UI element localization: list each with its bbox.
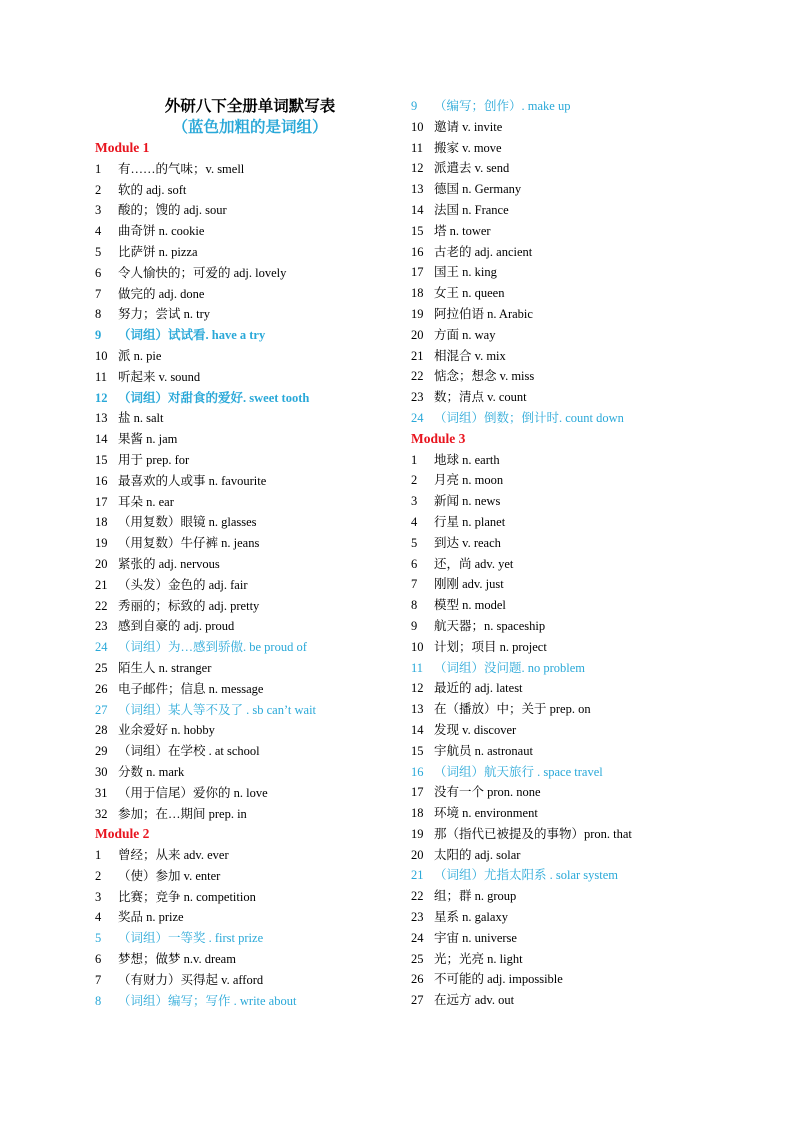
vocab-entry — [411, 221, 711, 242]
vocab-entry — [411, 491, 711, 512]
vocab-entry — [95, 907, 405, 928]
entry-text: （词组）倒数；倒计时. count down — [434, 410, 624, 425]
vocab-entry — [411, 262, 711, 283]
entry-number: 2 — [95, 182, 102, 197]
entry-number: 25 — [95, 660, 108, 675]
vocab-entry — [95, 367, 405, 388]
entry-text: 宇宙 n. universe — [434, 930, 517, 945]
vocab-entry — [95, 429, 405, 450]
entry-text: 紧张的 adj. nervous — [118, 556, 220, 571]
entry-text: （使）参加 v. enter — [118, 868, 221, 883]
entry-number: 6 — [411, 556, 418, 571]
entry-number: 26 — [95, 681, 108, 696]
vocab-entry — [95, 263, 405, 284]
entry-text: 分数 n. mark — [118, 764, 185, 779]
entry-number: 26 — [411, 972, 424, 987]
vocab-entry — [411, 574, 711, 595]
entry-text: 太阳的 adj. solar — [434, 847, 521, 862]
entry-text: （有财力）买得起 v. afford — [118, 972, 264, 987]
vocab-entry — [411, 990, 711, 1011]
vocab-entry — [411, 824, 711, 845]
entry-number: 13 — [411, 182, 424, 197]
entry-text: （头发）金色的 adj. fair — [118, 577, 248, 592]
phrase-entry — [95, 700, 405, 721]
vocab-entry — [95, 159, 405, 180]
entry-text: 用于 prep. for — [118, 452, 190, 467]
entry-text: 派 n. pie — [118, 348, 162, 363]
entry-number: 7 — [411, 577, 418, 592]
vocab-entry — [95, 533, 405, 554]
entry-text: 耳朵 n. ear — [118, 494, 174, 509]
entry-text: （词组）试试看. have a try — [118, 328, 266, 343]
entry-number: 29 — [95, 744, 108, 759]
vocab-entry — [95, 221, 405, 242]
vocab-entry — [95, 658, 405, 679]
entry-text: 令人愉快的；可爱的 adj. lovely — [118, 265, 287, 280]
vocab-entry — [95, 783, 405, 804]
entry-text: 有……的气味；v. smell — [118, 161, 245, 176]
vocab-entry — [411, 158, 711, 179]
vocab-entry — [95, 720, 405, 741]
vocab-entry — [95, 970, 405, 991]
entry-text: 电子邮件；信息 n. message — [118, 681, 264, 696]
entry-number: 20 — [95, 556, 108, 571]
entry-number: 21 — [95, 577, 108, 592]
entry-number: 24 — [411, 930, 424, 945]
entry-number: 4 — [95, 224, 102, 239]
entry-text: 德国 n. Germany — [434, 182, 522, 197]
entry-number: 11 — [411, 140, 424, 155]
entry-text: （用复数）牛仔裤 n. jeans — [118, 536, 260, 551]
entry-text: 秀丽的；标致的 adj. pretty — [118, 598, 260, 613]
entry-number: 11 — [95, 369, 108, 384]
entry-text: 地球 n. earth — [434, 452, 500, 467]
entry-text: 环境 n. environment — [434, 806, 538, 821]
entry-number: 12 — [411, 161, 424, 176]
entry-text: 不可能的 adj. impossible — [434, 972, 563, 987]
entry-text: 盐 n. salt — [118, 411, 164, 426]
vocab-entry — [95, 616, 405, 637]
entry-text: 参加；在…期间 prep. in — [118, 806, 247, 821]
entry-text: 邀请 v. invite — [434, 119, 503, 134]
entry-text: （词组）编写；写作 . write about — [118, 993, 297, 1008]
entry-text: 相混合 v. mix — [434, 348, 506, 363]
vocab-entry — [95, 200, 405, 221]
entry-text: 行星 n. planet — [434, 514, 506, 529]
entry-text: 到达 v. reach — [434, 535, 501, 550]
entry-text: 法国 n. France — [434, 202, 509, 217]
entry-text: 业余爱好 n. hobby — [118, 723, 215, 738]
vocab-entry — [411, 949, 711, 970]
vocab-entry — [411, 346, 711, 367]
entry-text: 惦念；想念 v. miss — [434, 369, 535, 384]
entry-number: 25 — [411, 951, 424, 966]
entry-number: 3 — [95, 889, 102, 904]
entry-text: 奖品 n. prize — [118, 910, 184, 925]
entry-text: 模型 n. model — [434, 598, 506, 613]
vocab-entry — [411, 200, 711, 221]
document-subtitle: （蓝色加粗的是词组） — [172, 118, 328, 136]
entry-number: 21 — [411, 348, 424, 363]
entry-text: （词组）一等奖 . first prize — [118, 931, 264, 946]
entry-number: 2 — [411, 473, 418, 488]
vocab-entry — [95, 554, 405, 575]
entry-text: 软的 adj. soft — [118, 182, 187, 197]
vocab-entry — [95, 346, 405, 367]
entry-number: 15 — [411, 743, 424, 758]
entry-number: 27 — [411, 993, 424, 1008]
vocab-entry — [95, 512, 405, 533]
vocab-entry — [95, 304, 405, 325]
entry-text: 计划；项目 n. project — [434, 639, 547, 654]
entry-number: 23 — [95, 619, 108, 634]
vocab-entry — [411, 242, 711, 263]
phrase-entry — [411, 865, 711, 886]
entry-number: 12 — [95, 390, 108, 405]
entry-text: （词组）为…感到骄傲. be proud of — [118, 640, 307, 655]
entry-number: 1 — [411, 452, 418, 467]
vocab-entry — [95, 887, 405, 908]
entry-text: 新闻 n. news — [434, 494, 501, 509]
vocab-entry — [411, 325, 711, 346]
entry-number: 4 — [95, 910, 102, 925]
entry-number: 16 — [95, 473, 108, 488]
phrase-entry — [95, 388, 405, 409]
entry-number: 17 — [411, 265, 424, 280]
entry-number: 6 — [95, 265, 102, 280]
entry-number: 7 — [95, 972, 102, 987]
entry-number: 22 — [411, 369, 424, 384]
entry-number: 5 — [411, 535, 418, 550]
vocab-entry — [95, 284, 405, 305]
vocab-entry — [411, 886, 711, 907]
entry-text: 曲奇饼 n. cookie — [118, 224, 205, 239]
entry-number: 24 — [95, 640, 108, 655]
left-column — [95, 96, 405, 1011]
entry-text: 在远方 adv. out — [434, 993, 515, 1008]
entry-number: 14 — [411, 202, 424, 217]
vocab-entry — [411, 720, 711, 741]
entry-text: 感到自豪的 adj. proud — [118, 619, 235, 634]
phrase-entry — [411, 96, 711, 117]
entry-text: 组；群 n. group — [434, 889, 517, 904]
entry-text: （词组）某人等不及了 . sb can’t wait — [118, 702, 317, 717]
entry-text: 陌生人 n. stranger — [118, 660, 212, 675]
entry-text: 比赛；竞争 n. competition — [118, 889, 256, 904]
right-column — [411, 96, 711, 1011]
entry-number: 3 — [411, 494, 418, 509]
vocab-entry — [411, 117, 711, 138]
entry-number: 10 — [95, 348, 108, 363]
entry-number: 18 — [411, 806, 424, 821]
phrase-entry — [411, 658, 711, 679]
vocab-entry — [411, 470, 711, 491]
entry-number: 22 — [411, 889, 424, 904]
entry-number: 9 — [411, 618, 418, 633]
entry-number: 32 — [95, 806, 108, 821]
entry-number: 13 — [411, 702, 424, 717]
entry-number: 7 — [95, 286, 102, 301]
entry-number: 10 — [411, 639, 424, 654]
vocab-entry — [411, 595, 711, 616]
entry-text: 还，尚 adv. yet — [434, 556, 514, 571]
vocab-entry — [411, 387, 711, 408]
entry-number: 27 — [95, 702, 108, 717]
vocab-entry — [411, 533, 711, 554]
module-heading: Module 3 — [411, 430, 466, 446]
entry-text: （词组）对甜食的爱好. sweet tooth — [118, 390, 310, 405]
vocab-entry — [411, 678, 711, 699]
entry-text: （词组）在学校 . at school — [118, 744, 260, 759]
entry-number: 19 — [411, 826, 424, 841]
entry-text: （用于信尾）爱你的 n. love — [118, 785, 268, 800]
phrase-entry — [411, 408, 711, 429]
entry-number: 5 — [95, 244, 102, 259]
entry-text: 努力；尝试 n. try — [118, 307, 211, 322]
entry-number: 16 — [411, 764, 424, 779]
entry-number: 23 — [411, 390, 424, 405]
vocab-entry — [411, 283, 711, 304]
entry-number: 14 — [95, 432, 108, 447]
vocab-entry — [411, 179, 711, 200]
entry-text: 星系 n. galaxy — [434, 910, 508, 925]
entry-text: 光；光亮 n. light — [434, 951, 523, 966]
entry-text: 做完的 adj. done — [118, 286, 205, 301]
entry-number: 15 — [95, 452, 108, 467]
entry-number: 8 — [95, 993, 102, 1008]
vocab-entry — [95, 679, 405, 700]
vocab-entry — [411, 969, 711, 990]
entry-text: （词组）没问题. no problem — [434, 660, 586, 675]
vocab-entry — [95, 242, 405, 263]
phrase-entry — [95, 928, 405, 949]
entry-text: 国王 n. king — [434, 265, 497, 280]
entry-number: 21 — [411, 868, 424, 883]
entry-text: 阿拉伯语 n. Arabic — [434, 306, 533, 321]
entry-text: 刚刚 adv. just — [434, 577, 504, 592]
entry-text: 塔 n. tower — [434, 223, 491, 238]
entry-number: 24 — [411, 410, 424, 425]
entry-number: 8 — [411, 598, 418, 613]
entry-number: 28 — [95, 723, 108, 738]
entry-number: 3 — [95, 203, 102, 218]
entry-number: 9 — [95, 328, 102, 343]
vocab-entry — [411, 907, 711, 928]
entry-text: 没有一个 pron. none — [434, 785, 541, 800]
entry-text: 女王 n. queen — [434, 286, 505, 301]
module-heading: Module 1 — [95, 140, 150, 155]
vocab-entry — [411, 450, 711, 471]
module-heading: Module 2 — [95, 826, 150, 842]
vocab-entry — [411, 741, 711, 762]
entry-text: （用复数）眼镜 n. glasses — [118, 515, 257, 530]
entry-number: 2 — [95, 868, 102, 883]
vocab-entry — [95, 804, 405, 825]
entry-number: 18 — [95, 515, 108, 530]
word-list-left — [95, 138, 405, 1011]
vocab-entry — [411, 616, 711, 637]
entry-text: 搬家 v. move — [434, 140, 502, 155]
entry-text: 派遣去 v. send — [434, 161, 510, 176]
entry-number: 1 — [95, 848, 102, 863]
vocab-entry — [411, 782, 711, 803]
entry-number: 10 — [411, 119, 424, 134]
vocab-entry — [411, 803, 711, 824]
entry-number: 19 — [411, 306, 424, 321]
entry-text: 听起来 v. sound — [118, 369, 201, 384]
entry-text: 在（播放）中；关于 prep. on — [434, 702, 591, 717]
phrase-entry — [95, 991, 405, 1012]
entry-number: 16 — [411, 244, 424, 259]
entry-number: 8 — [95, 307, 102, 322]
entry-text: 曾经；从来 adv. ever — [118, 848, 229, 863]
entry-text: 方面 n. way — [434, 327, 496, 342]
entry-text: 航天器；n. spaceship — [434, 618, 546, 633]
entry-number: 31 — [95, 785, 108, 800]
vocab-entry — [95, 596, 405, 617]
word-list-right — [411, 96, 711, 1011]
vocab-entry — [95, 949, 405, 970]
entry-text: 比萨饼 n. pizza — [118, 244, 198, 259]
entry-text: 果酱 n. jam — [118, 432, 178, 447]
vocab-entry — [411, 699, 711, 720]
entry-text: （编写；创作）. make up — [434, 99, 571, 113]
entry-text: 发现 v. discover — [434, 722, 517, 737]
entry-number: 12 — [411, 681, 424, 696]
vocab-entry — [411, 845, 711, 866]
entry-text: 数；清点 v. count — [434, 390, 527, 405]
vocab-entry — [411, 928, 711, 949]
vocab-entry — [95, 762, 405, 783]
entry-number: 13 — [95, 411, 108, 426]
entry-text: 最近的 adj. latest — [434, 681, 523, 696]
entry-text: 酸的；馊的 adj. sour — [118, 203, 227, 218]
entry-number: 30 — [95, 764, 108, 779]
vocab-entry — [411, 512, 711, 533]
entry-text: 那（指代已被提及的事物）pron. that — [434, 826, 632, 841]
entry-number: 20 — [411, 327, 424, 342]
entry-text: 月亮 n. moon — [434, 473, 504, 488]
vocab-entry — [95, 741, 405, 762]
entry-number: 11 — [411, 660, 424, 675]
entry-text: （词组）尤指太阳系 . solar system — [434, 868, 619, 883]
entry-number: 17 — [95, 494, 108, 509]
vocab-entry — [95, 408, 405, 429]
entry-number: 9 — [411, 99, 418, 113]
entry-number: 14 — [411, 722, 424, 737]
entry-number: 15 — [411, 223, 424, 238]
vocab-entry — [95, 180, 405, 201]
vocab-entry — [95, 471, 405, 492]
vocab-entry — [95, 492, 405, 513]
vocab-entry — [411, 138, 711, 159]
vocab-entry — [95, 450, 405, 471]
entry-number: 4 — [411, 514, 418, 529]
entry-number: 23 — [411, 910, 424, 925]
vocab-entry — [411, 554, 711, 575]
entry-number: 18 — [411, 286, 424, 301]
entry-text: （词组）航天旅行 . space travel — [434, 764, 603, 779]
phrase-entry — [95, 637, 405, 658]
entry-text: 梦想；做梦 n.v. dream — [118, 952, 236, 967]
entry-text: 宇航员 n. astronaut — [434, 743, 533, 758]
entry-number: 6 — [95, 952, 102, 967]
entry-number: 5 — [95, 931, 102, 946]
document-title: 外研八下全册单词默写表 — [164, 97, 336, 115]
entry-number: 20 — [411, 847, 424, 862]
entry-number: 22 — [95, 598, 108, 613]
vocab-entry — [95, 845, 405, 866]
vocab-entry — [95, 866, 405, 887]
vocab-entry — [95, 575, 405, 596]
entry-number: 19 — [95, 536, 108, 551]
entry-number: 1 — [95, 161, 102, 176]
entry-text: 最喜欢的人或事 n. favourite — [118, 473, 267, 488]
vocab-entry — [411, 366, 711, 387]
vocab-entry — [411, 304, 711, 325]
vocab-entry — [411, 637, 711, 658]
phrase-entry — [95, 325, 405, 346]
entry-number: 17 — [411, 785, 424, 800]
phrase-entry — [411, 762, 711, 783]
entry-text: 古老的 adj. ancient — [434, 244, 533, 259]
